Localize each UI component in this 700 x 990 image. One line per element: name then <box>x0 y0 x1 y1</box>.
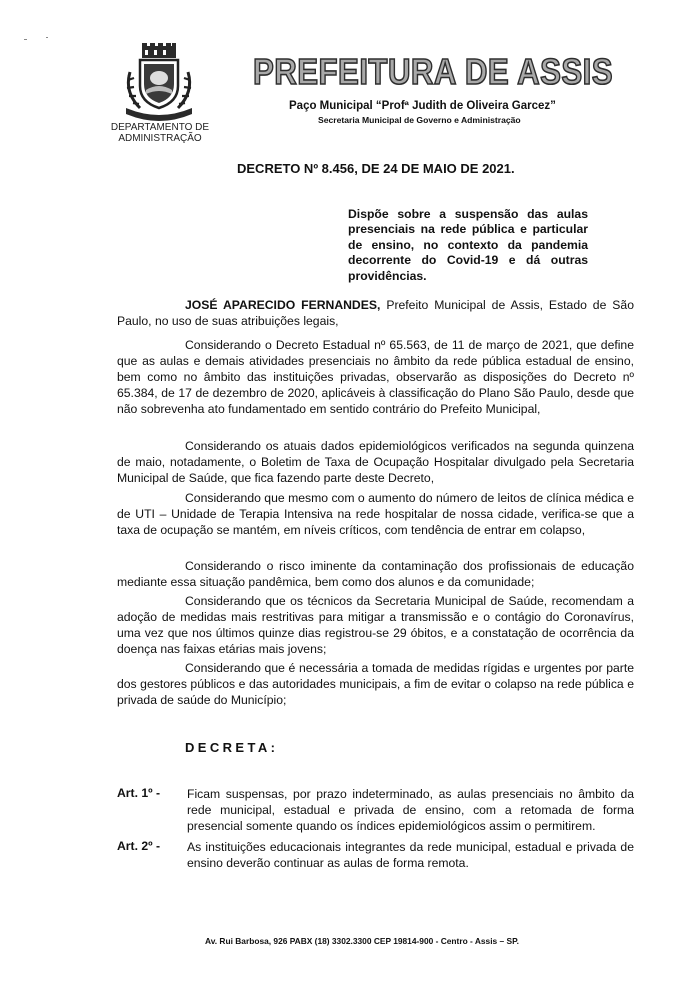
considerando-paragraph-6: Considerando que é necessária a tomada de medidas rígidas e urgentes por parte dos gestores públicos e das autoridades municipais, a fim de evitar o colapso na rede pública e privada de saúde do Município; <box>117 661 634 707</box>
scan-speck <box>24 39 27 40</box>
article-2-text: As instituições educacionais integrantes da rede municipal, estadual e privada de ensino deverão continuar as aulas de forma remota. <box>187 840 634 870</box>
coat-of-arms-icon <box>118 42 200 122</box>
considerando-paragraph-3: Considerando que mesmo com o aumento do número de leitos de clínica médica e de UTI – Unidade de Terapia Intensiva na rede hospitalar de nossa cidade, verifica-se que a taxa de ocupação se mantém, em níveis críticos, com tendência de entrar em colapso, <box>117 491 634 537</box>
decree-summary: Dispõe sobre a suspensão das aulas presenciais na rede pública e particular de ensino, no contexto da pandemia decorrente do Covid-19 e dá outras providências. <box>348 207 588 283</box>
considerando-paragraph-5: Considerando que os técnicos da Secretaria Municipal de Saúde, recomendam a adoção de medidas mais restritivas para mitigar a transmissão e o contágio do Coronavírus, uma vez que nos últimos quinze dias registrou-se 29 óbitos, e a constatação de ocorrência da doença nas faixas etárias mais jovens; <box>117 594 634 656</box>
department-line-1: DEPARTAMENTO DE <box>110 122 210 133</box>
footer-address: Av. Rui Barbosa, 926 PABX (18) 3302.3300 CEP 19814-900 - Centro - Assis – SP. <box>205 936 519 946</box>
paco-municipal-line: Paço Municipal “Profª Judith de Oliveira Garcez” <box>289 100 556 112</box>
mayor-name: JOSÉ APARECIDO FERNANDES, <box>185 298 381 312</box>
considerando-paragraph-2: Considerando os atuais dados epidemiológicos verificados na segunda quinzena de maio, notadamente, o Boletim de Taxa de Ocupação Hospitalar divulgado pela Secretaria Municipal de Saúde, que fica fazendo parte deste Decreto, <box>117 439 634 485</box>
decreta-heading: DECRETA: <box>185 740 279 755</box>
department-label <box>100 122 220 144</box>
article-1-label: Art. 1º - <box>117 786 161 800</box>
municipality-title <box>250 50 620 94</box>
secretaria-line: Secretaria Municipal de Governo e Administração <box>318 115 521 125</box>
considerando-paragraph-4: Considerando o risco iminente da contaminação dos profissionais de educação mediante essa situação pandêmica, bem como dos alunos e da comunidade; <box>117 559 634 589</box>
decree-title: DECRETO Nº 8.456, DE 24 DE MAIO DE 2021. <box>237 161 515 176</box>
department-line-2: ADMINISTRAÇÃO <box>118 133 202 144</box>
considerando-paragraph-1: Considerando o Decreto Estadual nº 65.563, de 11 de março de 2021, que define que as aulas e demais atividades presenciais no âmbito da rede pública estadual de ensino, bem como no âmbito das instituições privadas, observarão as disposições do Decreto nº 65.384, de 17 de dezembro de 2020, aplicáveis à classificação do Plano São Paulo, desde que não sobrevenha ato fundamentado em sentido contrário do Prefeito Municipal, <box>117 338 634 416</box>
preamble-paragraph <box>117 297 634 329</box>
article-2-label: Art. 2º - <box>117 839 161 853</box>
article-1-text: Ficam suspensas, por prazo indeterminado, as aulas presenciais no âmbito da rede municipal, estadual e privada de ensino, com a retomada de forma presencial somente quando os índices epidemiológicos assim o permitirem. <box>187 787 634 833</box>
municipality-title-text: PREFEITURA DE ASSIS <box>253 51 613 92</box>
scan-speck <box>46 37 48 38</box>
preamble-text: Prefeito Municipal de Assis, Estado de São Paulo, no uso de suas atribuições legais, <box>117 298 634 328</box>
